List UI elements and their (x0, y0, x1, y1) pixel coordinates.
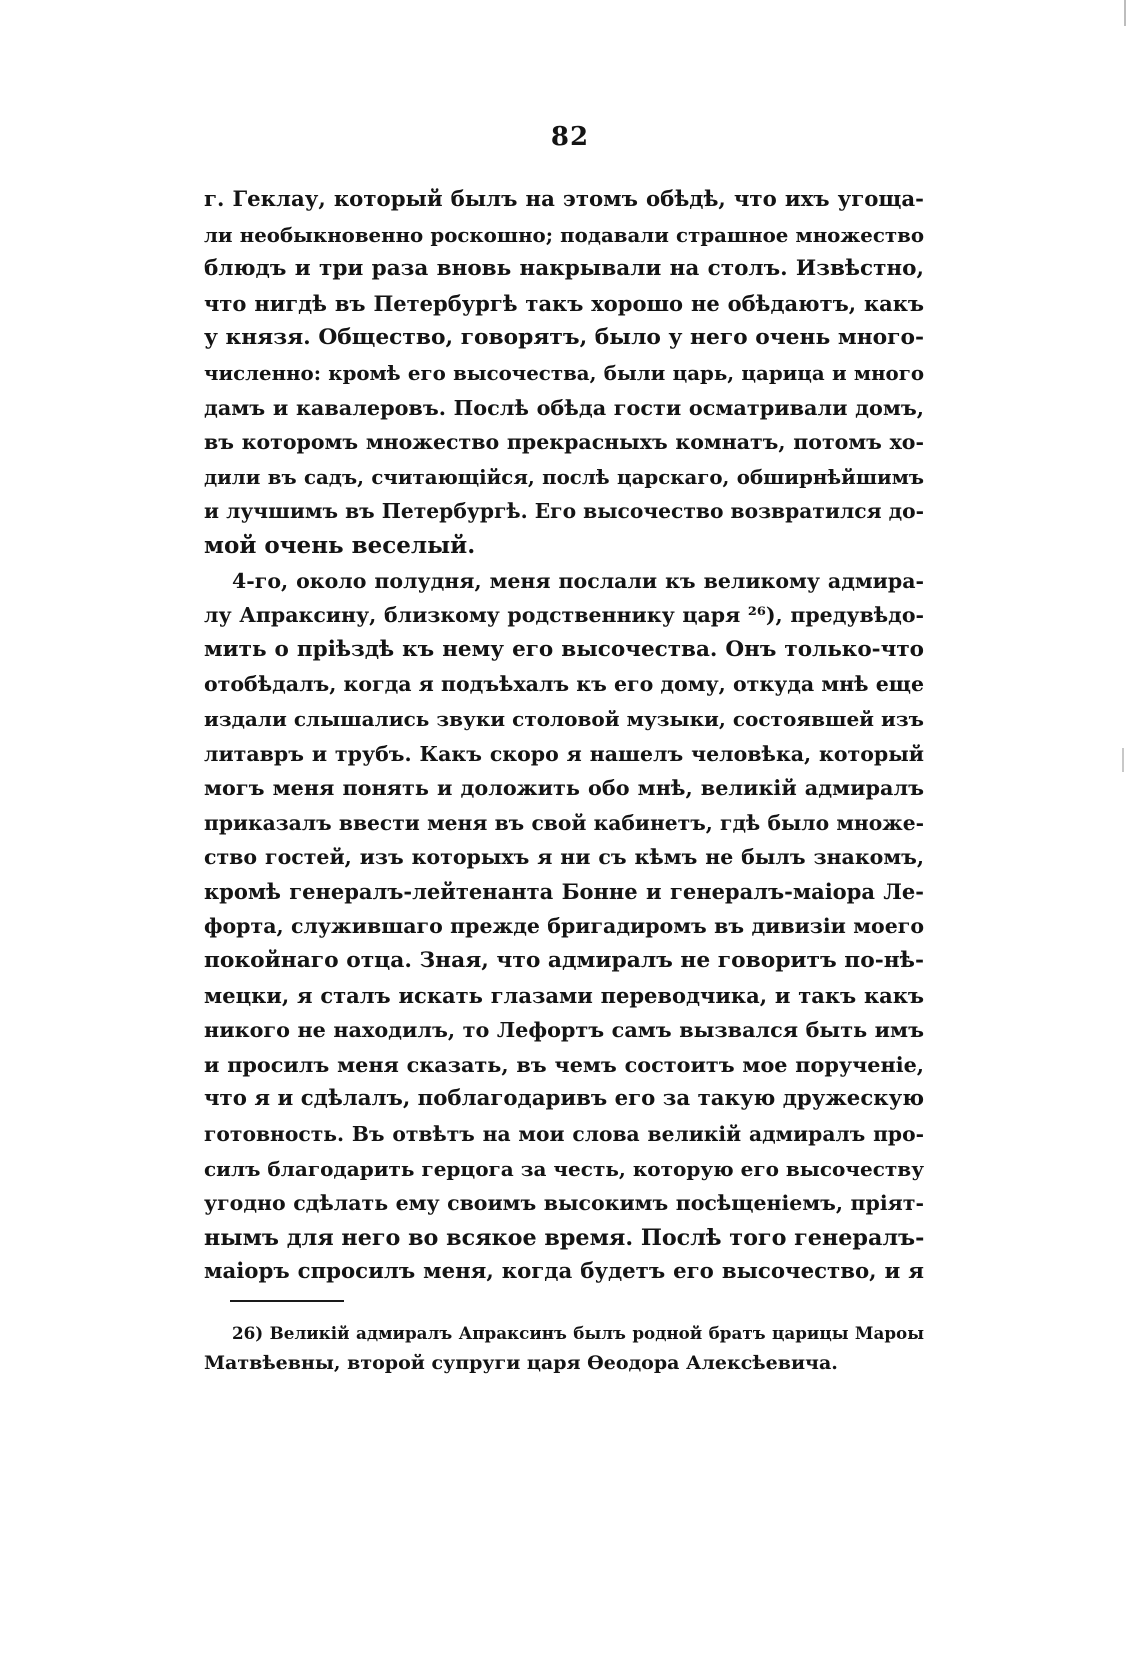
text-line: мить о пріѣздѣ къ нему его высочества. Онъ только-что (204, 636, 924, 662)
text-line: мой очень веселый. (204, 531, 476, 559)
scan-edge-mark (1122, 748, 1124, 772)
text-line: кромѣ генералъ-лейтенанта Бонне и генералъ-маіора Ле- (204, 878, 924, 904)
footnote-line: Матвѣевны, второй супруги царя Ѳеодора Алексѣевича. (204, 1352, 838, 1374)
text-line: ли необыкновенно роскошно; подавали страшное множество (204, 222, 924, 247)
text-line: численно: кромѣ его высочества, были царь, царица и много (204, 360, 924, 385)
text-line: въ которомъ множество прекрасныхъ комнатъ, потомъ хо- (204, 430, 924, 455)
body-text (204, 183, 924, 1290)
text-line: маіоръ спросилъ меня, когда будетъ его высочество, и я (204, 1259, 924, 1285)
text-line: форта, служившаго прежде бригадиромъ въ дивизіи моего (204, 914, 924, 939)
text-line: что нигдѣ въ Петербургѣ такъ хорошо не обѣдаютъ, какъ (204, 290, 924, 316)
text-line: литавръ и трубъ. Какъ скоро я нашелъ человѣка, который (204, 741, 924, 766)
text-line: приказалъ ввести меня въ свой кабинетъ, гдѣ было множе- (204, 810, 924, 835)
text-line: лу Апраксину, близкому родственнику царя ²⁶), предувѣдо- (204, 603, 924, 628)
text-line: готовность. Въ отвѣтъ на мои слова великій адмиралъ про- (204, 1122, 924, 1147)
text-line: мецки, я сталъ искать глазами переводчика, и такъ какъ (204, 982, 924, 1008)
text-line: у князя. Общество, говорятъ, было у него очень много- (204, 325, 924, 351)
paragraph-first-line: 4-го, около полудня, меня послали къ великому адмира- (232, 568, 924, 593)
text-line: что я и сдѣлалъ, поблагодаривъ его за такую дружескую (204, 1086, 924, 1112)
footnote-divider (230, 1300, 344, 1302)
text-line: силъ благодарить герцога за честь, которую его высочеству (204, 1156, 924, 1181)
text-line: угодно сдѣлать ему своимъ высокимъ посѣщеніемъ, пріят- (204, 1191, 924, 1216)
text-line: г. Геклау, который былъ на этомъ обѣдѣ, что ихъ угоща- (204, 187, 924, 212)
text-line: никого не находилъ, то Лефортъ самъ вызвался быть имъ (204, 1018, 924, 1043)
text-line: и лучшимъ въ Петербургѣ. Его высочество возвратился до- (204, 499, 924, 524)
footnote (204, 1318, 924, 1378)
text-line: издали слышались звуки столовой музыки, состоявшей изъ (204, 706, 924, 731)
text-line: дили въ садъ, считающійся, послѣ царскаго, обширнѣйшимъ (204, 464, 924, 489)
text-line: и просилъ меня сказать, въ чемъ состоитъ мое порученіе, (204, 1052, 924, 1077)
text-line: могъ меня понять и доложить обо мнѣ, великій адмиралъ (204, 776, 924, 801)
text-line: дамъ и кавалеровъ. Послѣ обѣда гости осматривали домъ, (204, 395, 924, 420)
text-line: нымъ для него во всякое время. Послѣ того генералъ- (204, 1224, 925, 1251)
text-line: покойнаго отца. Зная, что адмиралъ не говоритъ по-нѣ- (204, 948, 924, 974)
text-line: отобѣдалъ, когда я подъѣхалъ къ его дому, откуда мнѣ еще (204, 672, 924, 697)
text-line: ство гостей, изъ которыхъ я ни съ кѣмъ не былъ знакомъ, (204, 845, 924, 870)
footnote-line: 26) Великій адмиралъ Апраксинъ былъ родной братъ царицы Мароы (232, 1323, 924, 1343)
page-number: 82 (550, 122, 590, 152)
scan-edge-mark (1124, 0, 1126, 26)
text-line: блюдъ и три раза вновь накрывали на столъ. Извѣстно, (204, 256, 924, 282)
